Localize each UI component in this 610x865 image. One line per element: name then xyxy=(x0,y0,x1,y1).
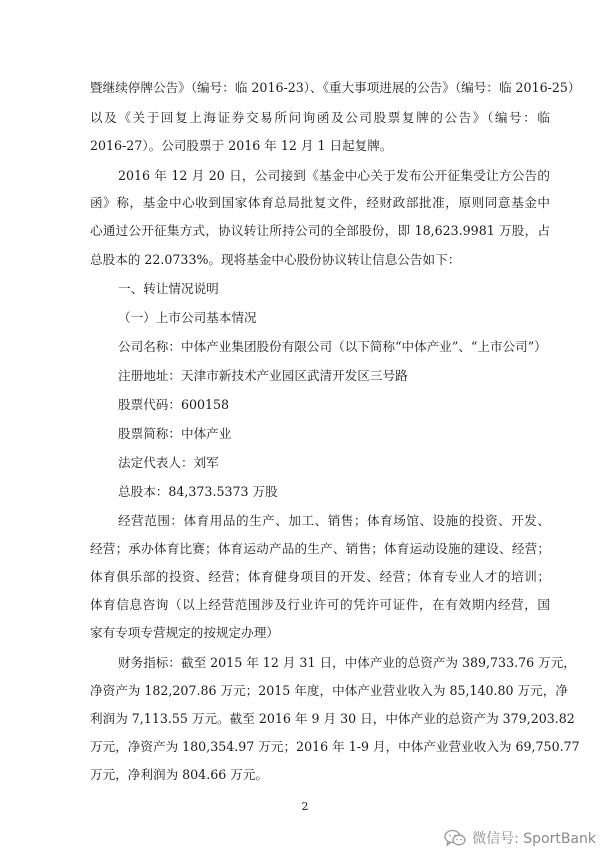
text-line: 以及《关于回复上海证券交易所问询函及公司股票复牌的公告》（编号：临 xyxy=(90,110,550,125)
total-shares: 总股本：84,373.5373 万股 xyxy=(118,484,278,499)
text-line: 总股本的 22.0733%。现将基金中心股份协议转让信息公告如下： xyxy=(90,252,461,267)
text-line: 函》称，基金中心收到国家体育总局批复文件，经财政部批准，原则同意基金中 xyxy=(90,195,550,210)
section-heading: 一、转让情况说明 xyxy=(118,281,219,296)
company-name: 公司名称：中体产业集团股份有限公司（以下简称“中体产业”、“上市公司”） xyxy=(118,339,547,354)
text-line: 净资产为 182,207.86 万元；2015 年度，中体产业营业收入为 85,140.80 万元，净 xyxy=(90,683,568,698)
stock-code: 股票代码：600158 xyxy=(118,397,230,412)
text-line: 2016-27）。公司股票于 2016 年 12 月 1 日起复牌。 xyxy=(90,138,393,153)
watermark-text: 微信号: SportBank xyxy=(472,831,596,847)
wechat-watermark xyxy=(444,828,596,848)
text-line: 2016 年 12 月 20 日，公司接到《基金中心关于发布公开征集受让方公告的 xyxy=(118,168,550,183)
text-line: 万元，净资产为 180,354.97 万元；2016 年 1-9 月，中体产业营业收入为 69,750.77 xyxy=(90,739,580,754)
legal-representative: 法定代表人：刘军 xyxy=(118,455,219,470)
business-scope: 经营范围：体育用品的生产、加工、销售；体育场馆、设施的投资、开发、 xyxy=(118,513,550,528)
text-line: 心通过公开征集方式，协议转让所持公司的全部股份，即 18,623.9981 万股，占 xyxy=(90,223,550,238)
text-line: 家有专项专营规定的按规定办理） xyxy=(90,625,279,640)
financial-indicators: 财务指标：截至 2015 年 12 月 31 日，中体产业的总资产为 389,733.76 万元， xyxy=(118,655,576,670)
text-line: 利润为 7,113.55 万元。截至 2016 年 9 月 30 日，中体产业的总资产为 379,203.82 xyxy=(90,711,575,726)
text-line: 经营；承办体育比赛；体育运动产品的生产、销售；体育运动设施的建设、经营； xyxy=(90,541,550,556)
text-line: 体育信息咨询（以上经营范围涉及行业许可的凭许可证件，在有效期内经营，国 xyxy=(90,597,550,612)
text-line: 暨继续停牌公告》（编号：临 2016-23）、《重大事项进展的公告》（编号：临 2016-25） xyxy=(90,80,581,95)
subsection-heading: （一）上市公司基本情况 xyxy=(118,310,257,325)
stock-short-name: 股票简称：中体产业 xyxy=(118,426,232,441)
wechat-icon xyxy=(444,829,466,847)
text-line: 体育俱乐部的投资、经营；体育健身项目的开发、经营；体育专业人才的培训； xyxy=(90,569,550,584)
registered-address: 注册地址：天津市新技术产业园区武清开发区三号路 xyxy=(118,368,408,383)
text-line: 万元，净利润为 804.66 万元。 xyxy=(90,767,269,782)
page-number: 2 xyxy=(301,800,309,813)
